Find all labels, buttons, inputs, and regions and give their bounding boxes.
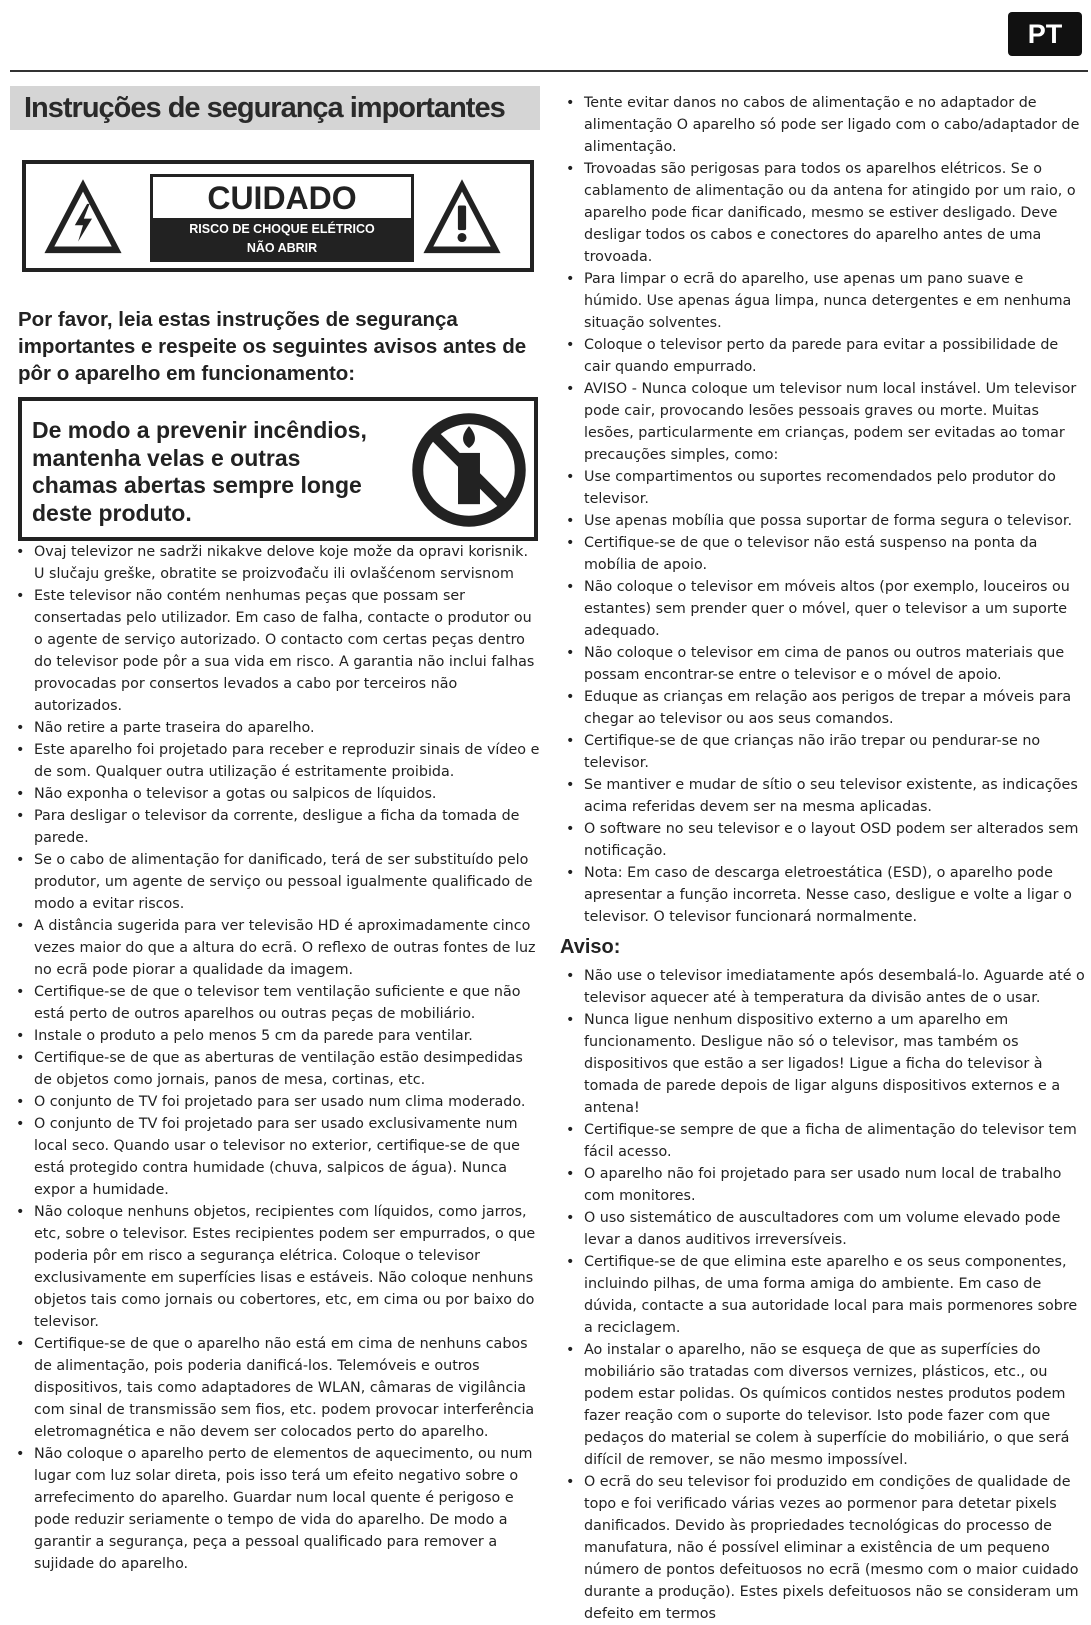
list-item: • Se o cabo de alimentação for danificado, terá de ser substituído pelo produtor, um agente de serviço ou pessoal igualmente qualificado de modo a evitar riscos.	[10, 849, 540, 915]
list-item: • Instale o produto a pelo menos 5 cm da parede para ventilar.	[10, 1025, 540, 1047]
list-item: • Não retire a parte traseira do aparelho.	[10, 717, 540, 739]
list-item: • Não use o televisor imediatamente após desembalá-lo. Aguarde até o televisor aquecer até à temperatura da divisão antes de o usar.	[560, 965, 1085, 1009]
list-item: • Certifique-se de que o televisor tem ventilação suficiente e que não está perto de outros aparelhos ou outras peças de mobiliário.	[10, 981, 540, 1025]
list-item: • Não exponha o televisor a gotas ou salpicos de líquidos.	[10, 783, 540, 805]
list-item: • Use compartimentos ou suportes recomendados pelo produtor do televisor.	[560, 466, 1085, 510]
list-item: • Certifique-se de que elimina este aparelho e os seus componentes, incluindo pilhas, de uma forma amiga do ambiente. Em caso de dúvida, contacte a sua autoridade local para mais pormenores sobre a reciclagem.	[560, 1251, 1085, 1339]
list-item: • Ao instalar o aparelho, não se esqueça de que as superfícies do mobiliário são tratadas com diversos vernizes, plásticos, etc., ou podem estar polidas. Os químicos contidos nestes produtos podem fazer reação com o suporte do televisor. Isto pode fazer com que pedaços do material se colem à superfície do mobiliário, o que será difícil de remover, se não mesmo impossível.	[560, 1339, 1085, 1471]
list-item: • Nunca ligue nenhum dispositivo externo a um aparelho em funcionamento. Desligue não só o televisor, mas também os dispositivos que estão a ser ligados! Ligue a ficha do televisor à tomada de parede depois de ligar alguns dispositivos externos e a antena!	[560, 1009, 1085, 1119]
list-item: • O ecrã do seu televisor foi produzido em condições de qualidade de topo e foi verificado várias vezes ao pormenor para detetar pixels danificados. Devido às propriedades tecnológicas do processo de manufatura, não é possível eliminar a existência de um pequeno número de pontos defeituosos no ecrã (mesmo com o maior cuidado durante a produção). Estes pixels defeituosos não se consideram um defeito em termos	[560, 1471, 1085, 1625]
list-item: • A distância sugerida para ver televisão HD é aproximadamente cinco vezes maior do que a altura do ecrã. O reflexo de outras fontes de luz no ecrã pode piorar a qualidade da imagem.	[10, 915, 540, 981]
list-item: • Não coloque o televisor em móveis altos (por exemplo, louceiros ou estantes) sem prender quer o móvel, quer o televisor a um suporte adequado.	[560, 576, 1085, 642]
list-item: • Para limpar o ecrã do aparelho, use apenas um pano suave e húmido. Use apenas água limpa, nunca detergentes e em nenhuma situação solventes.	[560, 268, 1085, 334]
list-item: • Certifique-se sempre de que a ficha de alimentação do televisor tem fácil acesso.	[560, 1119, 1085, 1163]
list-item: • Certifique-se de que o televisor não está suspenso na ponta da mobília de apoio.	[560, 532, 1085, 576]
list-item: • Certifique-se de que o aparelho não está em cima de nenhuns cabos de alimentação, pois poderia danificá-los. Telemóveis e outros dispositivos, tais como adaptadores de WLAN, câmaras de vigilância com sinal de transmissão sem fios, etc. podem provocar interferência eletromagnética e não devem ser colocados perto do aparelho.	[10, 1333, 540, 1443]
list-item: • Este televisor não contém nenhumas peças que possam ser consertadas pelo utilizador. Em caso de falha, contacte o produtor ou o agente de serviço autorizado. O contacto com certas peças dentro do televisor pode pôr a sua vida em risco. A garantia não inclui falhas provocadas por consertos levados a cabo por terceiros não autorizados.	[10, 585, 540, 717]
list-item: • Não coloque nenhuns objetos, recipientes com líquidos, como jarros, etc, sobre o televisor. Estes recipientes podem ser empurrados, o que poderia pôr em risco a segurança elétrica. Coloque o televisor exclusivamente em superfícies lisas e estáveis. Não coloque nenhuns objetos tais como jornais ou cobertores, etc, em cima ou por baixo do televisor.	[10, 1201, 540, 1333]
fire-warning-box	[18, 397, 538, 541]
list-item: • Não coloque o televisor em cima de panos ou outros materiais que possam encontrar-se entre o televisor e o móvel de apoio.	[560, 642, 1085, 686]
list-item: • Ovaj televizor ne sadrži nikakve delove koje može da opravi korisnik. U slučaju greške, obratite se proizvođaču ili ovlašćenom servisnom	[10, 541, 540, 585]
list-item: • Eduque as crianças em relação aos perigos de trepar a móveis para chegar ao televisor ou aos seus comandos.	[560, 686, 1085, 730]
list-item: • O conjunto de TV foi projetado para ser usado num clima moderado.	[10, 1091, 540, 1113]
list-item: • Este aparelho foi projetado para receber e reproduzir sinais de vídeo e de som. Qualquer outra utilização é estritamente proibida.	[10, 739, 540, 783]
list-item: • Coloque o televisor perto da parede para evitar a possibilidade de cair quando empurrado.	[560, 334, 1085, 378]
caution-subtitle	[153, 218, 411, 259]
right-bullet-list	[560, 92, 1085, 928]
language-badge: PT	[1008, 12, 1082, 56]
caution-label	[22, 160, 534, 272]
list-item: • O aparelho não foi projetado para ser usado num local de trabalho com monitores.	[560, 1163, 1085, 1207]
list-item: • O conjunto de TV foi projetado para ser usado exclusivamente num local seco. Quando usar o televisor no exterior, certifique-se de que está protegido contra humidade (chuva, salpicos de água). Nunca expor a humidade.	[10, 1113, 540, 1201]
list-item: • Use apenas mobília que possa suportar de forma segura o televisor.	[560, 510, 1085, 532]
list-item: • Certifique-se de que as aberturas de ventilação estão desimpedidas de objetos como jornais, panos de mesa, cortinas, etc.	[10, 1047, 540, 1091]
list-item: • Tente evitar danos no cabos de alimentação e no adaptador de alimentação O aparelho só pode ser ligado com o cabo/adaptador de alimentação.	[560, 92, 1085, 158]
left-column	[10, 86, 540, 1575]
list-item: • O uso sistemático de auscultadores com um volume elevado pode levar a danos auditivos irreversíveis.	[560, 1207, 1085, 1251]
right-column	[560, 92, 1085, 1625]
caution-line-1: RISCO DE CHOQUE ELÉTRICO	[189, 222, 375, 236]
list-item: • Certifique-se de que crianças não irão trepar ou pendurar-se no televisor.	[560, 730, 1085, 774]
caution-line-2: NÃO ABRIR	[246, 241, 318, 255]
list-item: • AVISO - Nunca coloque um televisor num local instável. Um televisor pode cair, provocando lesões pessoais graves ou morte. Muitas lesões, particularmente em crianças, podem ser evitadas ao tomar precauções simples, como:	[560, 378, 1085, 466]
top-divider	[10, 70, 1088, 72]
aviso-bullet-list	[560, 965, 1085, 1625]
electric-shock-warning-icon	[42, 176, 124, 258]
list-item: • O software no seu televisor e o layout OSD podem ser alterados sem notificação.	[560, 818, 1085, 862]
list-item: • Trovoadas são perigosas para todos os aparelhos elétricos. Se o cablamento de alimentação ou da antena for atingido por um raio, o aparelho pode ficar danificado, mesmo se estiver desligado. Deve desligar todos os cabos e conectores do aparelho antes de uma trovoada.	[560, 158, 1085, 268]
intro-text: Por favor, leia estas instruções de segurança importantes e respeite os seguintes avisos antes de pôr o aparelho em funcionamento:	[18, 308, 527, 385]
aviso-heading: Aviso:	[560, 936, 621, 958]
list-item: • Para desligar o televisor da corrente, desligue a ficha da tomada de parede.	[10, 805, 540, 849]
exclamation-warning-icon	[421, 176, 503, 258]
fire-warning-text: De modo a prevenir incêndios, mantenha velas e outras chamas abertas sempre longe deste produto.	[32, 417, 367, 526]
caution-inner-panel	[150, 174, 414, 262]
list-item: • Não coloque o aparelho perto de elementos de aquecimento, ou num lugar com luz solar direta, pois isso terá um efeito negativo sobre o arrefecimento do aparelho. Guardar num local quente é perigoso e pode reduzir seriamente o tempo de vida do aparelho. De modo a garantir a segurança, peça a pessoal qualificado para remover a sujidade do aparelho.	[10, 1443, 540, 1575]
caution-title: CUIDADO	[207, 180, 357, 216]
section-title: Instruções de segurança importantes	[10, 86, 540, 130]
no-open-flame-icon	[408, 409, 530, 531]
list-item: • Nota: Em caso de descarga eletroestática (ESD), o aparelho pode apresentar a função incorreta. Nesse caso, desligue e volte a ligar o televisor. O televisor funcionará normalmente.	[560, 862, 1085, 928]
list-item: • Se mantiver e mudar de sítio o seu televisor existente, as indicações acima referidas devem ser na mesma aplicadas.	[560, 774, 1085, 818]
left-bullet-list	[10, 541, 540, 1575]
